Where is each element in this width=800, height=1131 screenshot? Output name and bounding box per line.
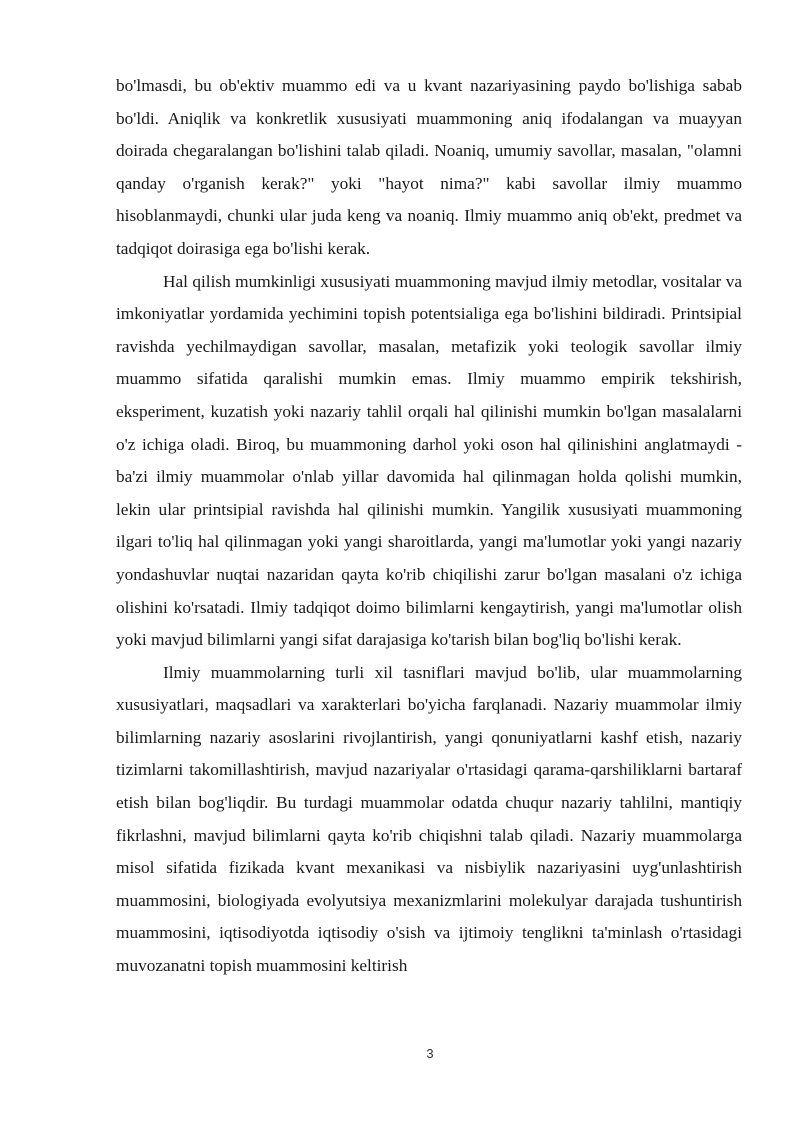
page-number: 3 bbox=[426, 1046, 434, 1061]
body-text bbox=[116, 70, 742, 983]
paragraph-solvability: Hal qilish mumkinligi xususiyati muammoning mavjud ilmiy metodlar, vositalar va imkoniyatlar yordamida yechimini topish potentsialiga ega bo'lishini bildiradi. Printsipial ravishda yechilmaydigan savollar, masalan, metafizik yoki teologik savollar ilmiy muammo sifatida qaralishi mumkin emas. Ilmiy muammo empirik tekshirish, eksperiment, kuzatish yoki nazariy tahlil orqali hal qilinishi mumkin bo'lgan masalalarni o'z ichiga oladi. Biroq, bu muammoning darhol yoki oson hal qilinishini anglatmaydi - ba'zi ilmiy muammolar o'nlab yillar davomida hal qilinmagan holda qolishi mumkin, lekin ular printsipial ravishda hal qilinishi mumkin. Yangilik xususiyati muammoning ilgari to'liq hal qilinmagan yoki yangi sharoitlarda, yangi ma'lumotlar yoki yangi nazariy yondashuvlar nuqtai nazaridan qayta ko'rib chiqilishi zarur bo'lgan masalani o'z ichiga olishini ko'rsatadi. Ilmiy tadqiqot doimo bilimlarni kengaytirish, yangi ma'lumotlar olish yoki mavjud bilimlarni yangi sifat darajasiga ko'tarish bilan bog'liq bo'lishi kerak. bbox=[116, 271, 742, 650]
paragraph-continuation: bo'lmasdi, bu ob'ektiv muammo edi va u kvant nazariyasining paydo bo'lishiga sabab bo'ldi. Aniqlik va konkretlik xususiyati muammoning aniq ifodalangan va muayyan doirada chegaralangan bo'lishini talab qiladi. Noaniq, umumiy savollar, masalan, "olamni qanday o'rganish kerak?" yoki "hayot nima?" kabi savollar ilmiy muammo hisoblanmaydi, chunki ular juda keng va noaniq. Ilmiy muammo aniq ob'ekt, predmet va tadqiqot doirasiga ega bo'lishi kerak. bbox=[116, 76, 742, 258]
paragraph-classification: Ilmiy muammolarning turli xil tasniflari mavjud bo'lib, ular muammolarning xususiyatlari, maqsadlari va xarakterlari bo'yicha farqlanadi. Nazariy muammolar ilmiy bilimlarning nazariy asoslarini rivojlantirish, yangi qonuniyatlarni kashf etish, nazariy tizimlarni takomillashtirish, mavjud nazariyalar o'rtasidagi qarama-qarshiliklarni bartaraf etish bilan bog'liqdir. Bu turdagi muammolar odatda chuqur nazariy tahlilni, mantiqiy fikrlashni, mavjud bilimlarni qayta ko'rib chiqishni talab qiladi. Nazariy muammolarga misol sifatida fizikada kvant mexanikasi va nisbiylik nazariyasini uyg'unlashtirish muammosini, biologiyada evolyutsiya mexanizmlarini molekulyar darajada tushuntirish muammosini, iqtisodiyotda iqtisodiy o'sish va ijtimoiy tenglikni ta'minlash o'rtasidagi muvozanatni topish muammosini keltirish bbox=[116, 662, 742, 976]
